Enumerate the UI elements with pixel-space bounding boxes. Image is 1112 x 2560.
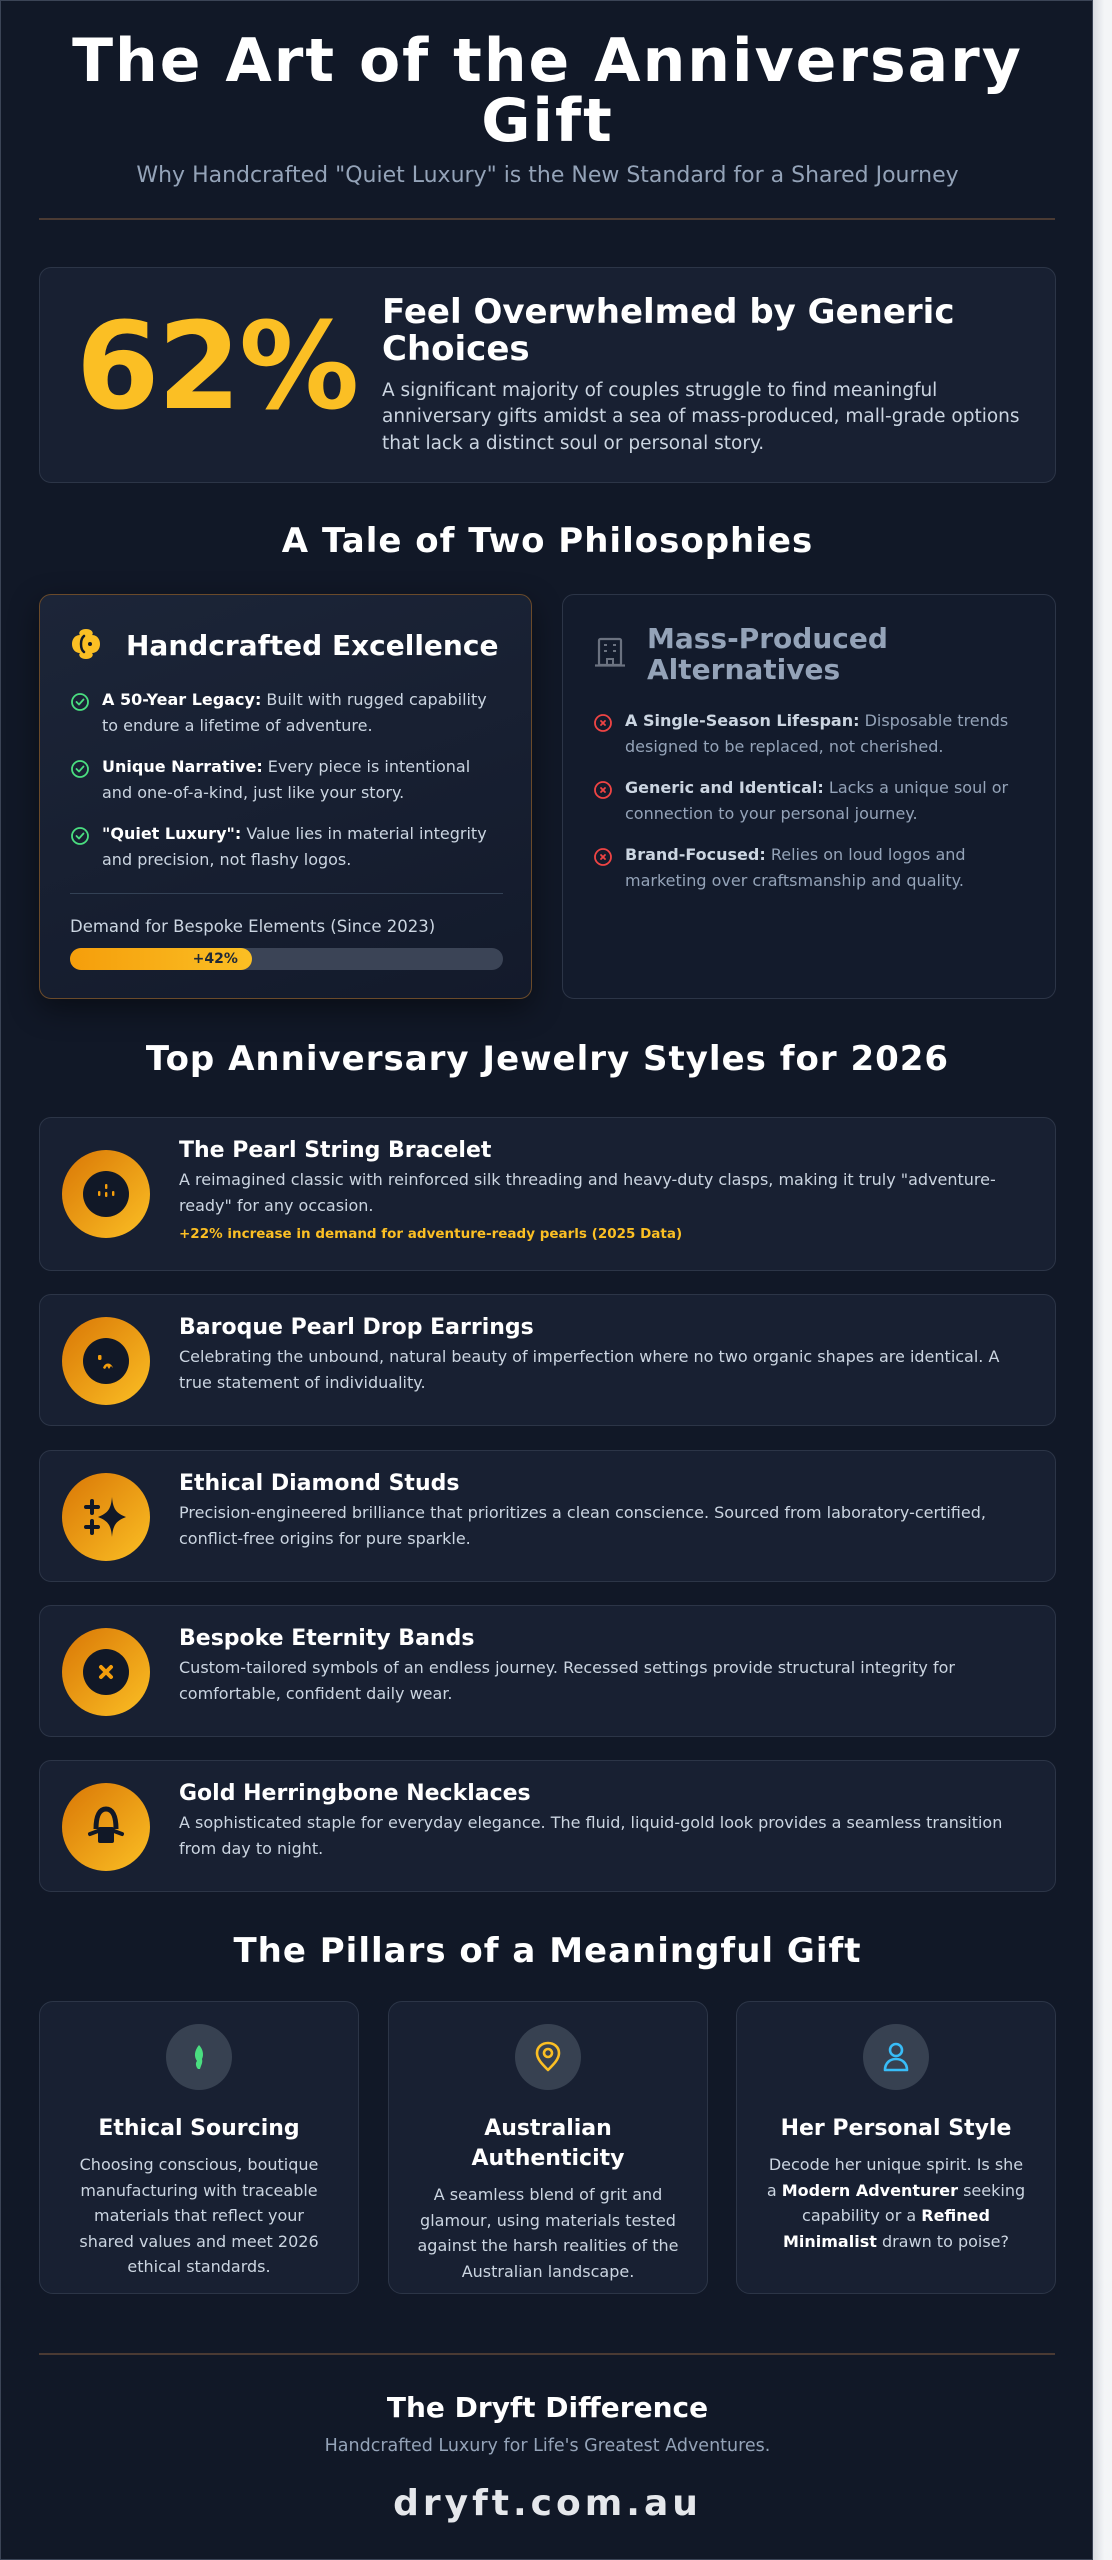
style-description: Custom-tailored symbols of an endless journey. Recessed settings provide structural integrity for comfortable, confident daily wear. (179, 1658, 955, 1703)
list-item (70, 687, 503, 739)
stat-card (39, 267, 1056, 483)
desc-text: Decode her unique spirit. Is she a (766, 2155, 1024, 2200)
handcrafted-list (70, 687, 503, 887)
item-bold: A 50-Year Legacy: (102, 690, 262, 709)
style-name: Bespoke Eternity Bands (179, 1626, 475, 1651)
style-description: A reimagined classic with reinforced silk threading and heavy-duty clasps, making it truly "adventure-ready" for any occasion. (179, 1170, 996, 1215)
item-bold: Generic and Identical: (625, 777, 824, 797)
handcrafted-card (39, 594, 532, 999)
page-subtitle: Why Handcrafted "Quiet Luxury" is the New Standard for a Shared Journey (136, 163, 959, 188)
check-circle-icon (70, 692, 90, 739)
mass-produced-list (593, 708, 1027, 908)
footer-divider (39, 2353, 1055, 2355)
list-item (70, 754, 503, 806)
style-card (39, 1450, 1056, 1582)
stat-title: Feel Overwhelmed by Generic Choices (382, 292, 955, 369)
ring-icon (62, 1628, 150, 1716)
item-text: Relies on loud logos and marketing over craftsmanship and quality. (625, 844, 966, 890)
pillar-title: Her Personal Style (780, 2116, 1012, 2141)
philosophies-title: A Tale of Two Philosophies (281, 521, 814, 561)
style-name: Gold Herringbone Necklaces (179, 1781, 531, 1806)
pillar-title: Ethical Sourcing (98, 2116, 300, 2141)
mass-produced-card (562, 594, 1056, 999)
item-text: Disposable trends designed to be replaced, not cherished. (625, 711, 1009, 756)
demand-progress-fill: +42% (70, 948, 252, 970)
x-circle-icon (593, 780, 613, 827)
user-icon (863, 2024, 929, 2090)
x-circle-icon (593, 713, 613, 760)
baroque-pearl-icon (62, 1317, 150, 1405)
pillars-title: The Pillars of a Meaningful Gift (233, 1931, 862, 1971)
handcrafted-title: Handcrafted Excellence (126, 629, 499, 663)
style-name: Ethical Diamond Studs (179, 1471, 460, 1496)
page-edge (1093, 0, 1112, 2560)
building-icon (593, 635, 627, 673)
pearls-icon (62, 1150, 150, 1238)
item-bold: "Quiet Luxury": (102, 823, 242, 843)
style-card (39, 1117, 1056, 1271)
necklace-icon (62, 1783, 150, 1871)
style-card (39, 1760, 1056, 1892)
item-bold: Brand-Focused: (625, 844, 766, 864)
pillar-card (39, 2001, 359, 2294)
x-circle-icon (593, 847, 613, 894)
pillar-card (388, 2001, 708, 2294)
desc-bold: Refined Minimalist (782, 2206, 990, 2251)
pillar-card (736, 2001, 1056, 2294)
check-circle-icon (70, 826, 90, 873)
leaf-icon (166, 2024, 232, 2090)
pillar-description: Choosing conscious, boutique manufacturing with traceable materials that reflect your shared values and meet 2026 ethical standards. (79, 2155, 319, 2277)
pillar-description (765, 2152, 1027, 2254)
footer-title: The Dryft Difference (386, 2391, 709, 2424)
item-text: Lacks a unique soul or connection to your personal journey. (625, 777, 1009, 823)
sparkles-icon (62, 1473, 150, 1561)
item-text: Every piece is intentional and one-of-a-kind, just like your story. (102, 756, 471, 802)
item-bold: Unique Narrative: (102, 756, 263, 776)
stat-description: A significant majority of couples struggle to find meaningful anniversary gifts amidst a sea of mass-produced, mall-grade options that lack a distinct soul or personal story. (382, 380, 1020, 454)
page-title: The Art of the Anniversary Gift (72, 26, 1023, 156)
desc-text: drawn to poise? (876, 2231, 1010, 2251)
list-item (70, 821, 503, 873)
style-description: Precision-engineered brilliance that prioritizes a clean conscience. Sourced from laboratory-certified, conflict-free origins for pure sparkle. (179, 1503, 986, 1548)
style-description: A sophisticated staple for everyday elegance. The fluid, liquid-gold look provides a seamless transition from day to night. (179, 1813, 1003, 1858)
styles-title: Top Anniversary Jewelry Styles for 2026 (145, 1039, 950, 1079)
style-description: Celebrating the unbound, natural beauty of imperfection where no two organic shapes are identical. A true statement of individuality. (179, 1347, 1000, 1392)
header-divider (39, 218, 1055, 220)
gem-ring-icon (70, 627, 102, 665)
style-name: The Pearl String Bracelet (179, 1138, 492, 1163)
pillar-description: A seamless blend of grit and glamour, using materials tested against the harsh realities of the Australian landscape. (417, 2185, 679, 2281)
footer-tagline: Handcrafted Luxury for Life's Greatest Adventures. (324, 2436, 771, 2456)
item-bold: A Single-Season Lifespan: (625, 711, 860, 730)
card-divider (70, 893, 503, 894)
demand-bar-label: Demand for Bespoke Elements (Since 2023) (70, 917, 436, 936)
pillar-title: Australian Authenticity (471, 2116, 625, 2171)
demand-progress-bar (70, 948, 503, 970)
list-item (593, 708, 1027, 760)
style-card (39, 1294, 1056, 1426)
desc-bold: Modern Adventurer (781, 2180, 958, 2200)
mass-produced-title: Mass-Produced Alternatives (647, 622, 888, 687)
style-card (39, 1605, 1056, 1737)
list-item (593, 842, 1027, 894)
style-name: Baroque Pearl Drop Earrings (179, 1315, 534, 1340)
stat-value: 62% (76, 298, 358, 437)
item-text: Built with rugged capability to endure a lifetime of adventure. (102, 690, 487, 735)
check-circle-icon (70, 759, 90, 806)
list-item (593, 775, 1027, 827)
desc-text: seeking capability or a (802, 2180, 1026, 2226)
map-pin-icon (515, 2024, 581, 2090)
website-link[interactable]: dryft.com.au (393, 2483, 702, 2524)
style-stat-note: +22% increase in demand for adventure-ready pearls (2025 Data) (179, 1226, 683, 1243)
item-text: Value lies in material integrity and precision, not flashy logos. (102, 823, 487, 869)
